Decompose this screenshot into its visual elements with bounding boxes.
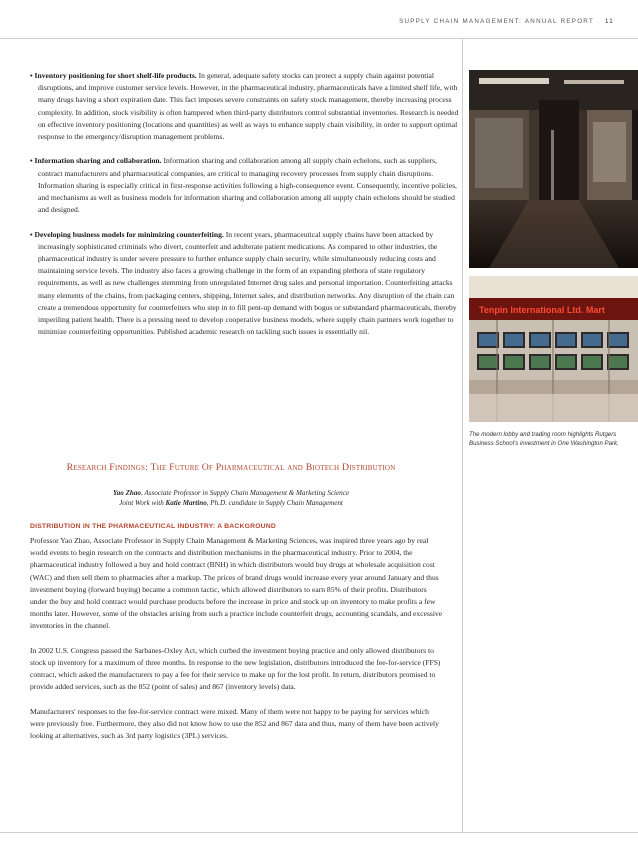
photo-caption: The modern lobby and trading room highlights Rutgers Business School's investment in One Washington Park. bbox=[469, 431, 619, 447]
joint-author-role: , Ph.D. candidate in Supply Chain Management bbox=[206, 499, 343, 507]
bullet-inventory-positioning bbox=[30, 70, 460, 143]
bullet-lead: • Developing business models for minimizing counterfeiting. bbox=[30, 229, 224, 239]
bullet-list bbox=[30, 70, 460, 351]
trading-room-photo bbox=[469, 276, 638, 422]
joint-prefix: Joint Work with bbox=[119, 499, 166, 507]
author-line bbox=[0, 488, 462, 498]
bullet-counterfeiting bbox=[30, 229, 460, 339]
trading-room-sign: Tenpin International Ltd. Mart bbox=[479, 305, 605, 315]
author-role: , Associate Professor in Supply Chain Management & Marketing Science bbox=[140, 489, 349, 497]
page-number: 11 bbox=[604, 18, 614, 25]
joint-author-name: Katie Martino bbox=[165, 499, 207, 507]
top-rule bbox=[0, 38, 638, 39]
body-paragraph: In 2002 U.S. Congress passed the Sarbanes-Oxley Act, which curbed the investment buying practice and only allowed distributors to stock up inventory for a maximum of three months. In response to the new legislation, distributors introduced the fee-for-service (FFS) contract, which asked the manufacturers to pay a fee for their service to make up for the lost profit. In return, distributors promised to provide added services, such as the 852 (point of sales) and 867 (inventory levels) data. bbox=[30, 645, 441, 692]
section-title: Research Findings: The Future Of Pharmaceutical and Biotech Distribution bbox=[66, 462, 396, 473]
body-paragraph: Professor Yao Zhao, Associate Professor in Supply Chain Management & Marketing Sciences, was inspired three years ago by real world events to begin research on the contracts and distribution mechanisms in the pharmaceutical industry. Prior to 2004, the pharmaceutical industry followed a buy and hold contract (BNH) in which distributors would buy drugs at wholesale acquisition cost (WAC) and then sell them to pharmacies after a markup. The prices of brand drugs would increase every year around January and thus investment buying (forward buying) became a common tactic, which allowed distributors to earn 85% of their profits. Distributors under the buy and hold contract would purchase products before the increase in price and stock up on inventory to make profits a few months later. However, some of the obstacles arising from such a practice include counterfeit drugs, accounting scandals, and excessive inventories in the channel. bbox=[30, 536, 443, 631]
bullet-text: In general, adequate safety stocks can protect a supply chain against potential disruptions, and improve customer service levels. However, in the pharmaceutical industry, pharmaceuticals have a limited shelf life, with many drugs having a short expiration date. This fact imposes severe constraints on safety stock management, thereby increasing process complexity. In addition, stock visibility is often hampered when third-party distributors control substantial inventories. Research is needed on effective inventory positioning (locations and quantities) as well as ways to enhance supply chain visibility, in order to support optimal response to the emergency/disruption management problems. bbox=[38, 71, 459, 142]
bullet-text: In recent years, pharmaceutical supply chains have been attacked by increasingly sophisticated criminals who divert, counterfeit and adulterate patient medications. As compared to other industries, the pharmaceutical industry is under severe pressure to further enhance supply chain security, while simultaneously reducing costs and maintaining service levels. The industry also faces a growing challenge in the form of an expanding plethora of state regulatory requirements, as well as new challenges stemming from unregulated Internet drug sales and personal importation. Counterfeiting attacks many elements of the chains, from packaging centers, shipping, Internet sales, and distribution networks. Any disruption of the chain can create a tremendous opportunity for counterfeiters who step in to fill pent-up demand with bogus or substandard pharmaceuticals, thereby imperiling patient health. There is a pressing need to develop cooperative business models, where supply chain partners work together to minimize counterfeiting opportunities. Published academic research on tackling such issues is essentially nil. bbox=[38, 229, 457, 337]
bullet-lead: • Inventory positioning for short shelf-life products. bbox=[30, 71, 197, 80]
lobby-photo bbox=[469, 70, 638, 268]
bullet-information-sharing bbox=[30, 155, 460, 216]
background-heading: DISTRIBUTION IN THE PHARMACEUTICAL INDUSTRY: A BACKGROUND bbox=[30, 523, 277, 530]
body-paragraph: Manufacturers' responses to the fee-for-service contract were mixed. Many of them were not happy to be paying for services which were previously free. Furthermore, they also did not know how to use the 852 and 867 data and thus, many of them have been actively looking at alternatives, such as 3rd party logistics (3PL) services. bbox=[30, 706, 439, 741]
bullet-text: Information sharing and collaboration among all supply chain echelons, such as suppliers, contract manufacturers and pharmaceutical companies, are critical to managing recovery processes from supply chain disruptions. Information sharing is especially critical in first-response activities following a high-consequence event. Consequently, incentive policies, and mechanisms as well as business models for information sharing and collaboration among all supply chain echelons should be studied and designed. bbox=[38, 156, 457, 215]
running-title: SUPPLY CHAIN MANAGEMENT: ANNUAL REPORT bbox=[399, 18, 594, 25]
bottom-rule bbox=[0, 832, 638, 833]
joint-author-line bbox=[0, 498, 462, 508]
background-body bbox=[30, 535, 445, 755]
running-header bbox=[399, 18, 614, 25]
column-divider bbox=[462, 38, 463, 832]
author-name: Yao Zhao bbox=[113, 489, 141, 497]
bullet-lead: • Information sharing and collaboration. bbox=[30, 156, 162, 166]
